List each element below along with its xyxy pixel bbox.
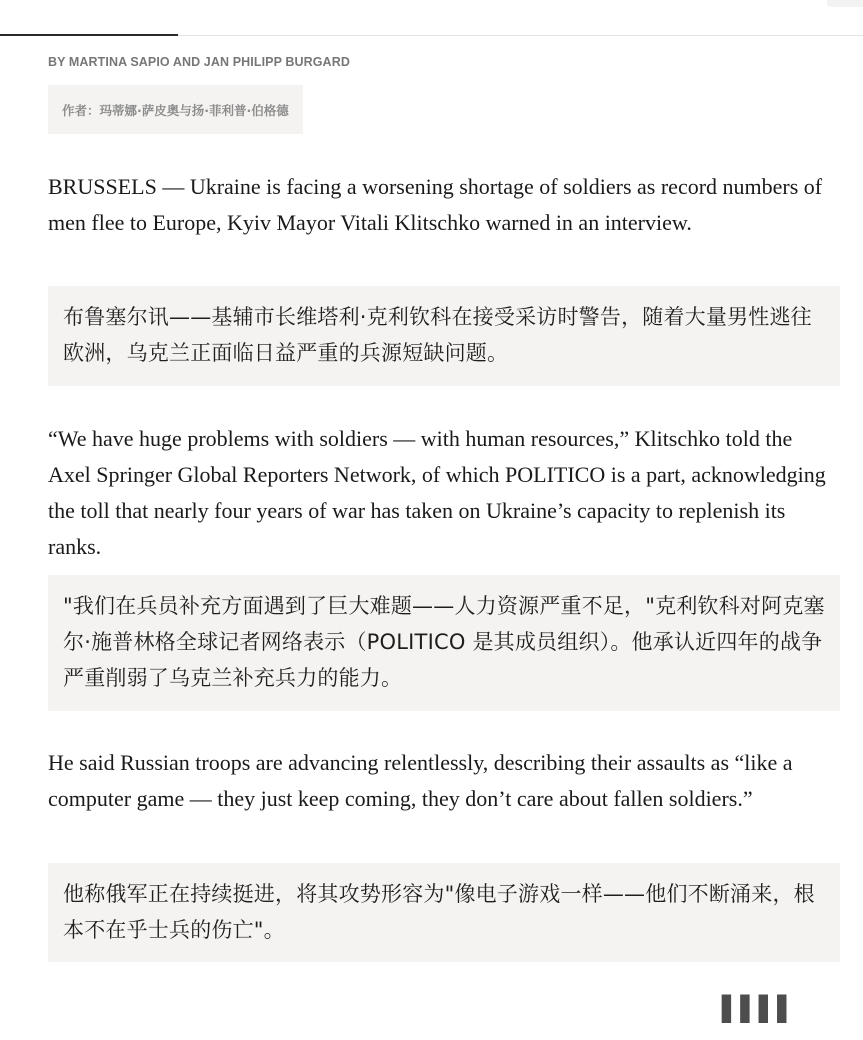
watermark-tail [802, 997, 808, 1021]
paragraph-en: BRUSSELS — Ukraine is facing a worsening shortage of soldiers as record numbers of men flee to Europe, Kyiv Mayor Vitali Klitschko warned in an interview. [48, 174, 823, 235]
corner-tab [827, 0, 863, 7]
paragraph-translation [48, 575, 840, 711]
paragraph-en: He said Russian troops are advancing relentlessly, describing their assaults as “like a computer game — they just keep coming, they don’t care about fallen soldiers.” [48, 750, 793, 811]
watermark [722, 995, 808, 1023]
paragraph-en: “We have huge problems with soldiers — with human resources,” Klitschko told the Axel Springer Global Reporters Network, of which POLITICO is a part, acknowledging the toll that nearly four years of war has taken on Ukraine’s capacity to replenish its ranks. [48, 426, 826, 559]
byline-translation-text: 作者：玛蒂娜·萨皮奥与扬·菲利普·伯格德 [62, 102, 289, 118]
paragraph-translation [48, 863, 840, 962]
paragraph-translation-text: 布鲁塞尔讯——基辅市长维塔利·克利钦科在接受采访时警告，随着大量男性逃往欧洲，乌克兰正面临日益严重的兵源短缺问题。 [63, 305, 812, 365]
byline: BY MARTINA SAPIO AND JAN PHILIPP BURGARD [48, 55, 350, 69]
watermark-mark: ▌▌▌▌ [722, 995, 796, 1023]
divider-accent [0, 34, 178, 36]
paragraph-translation-text: "我们在兵员补充方面遇到了巨大难题——人力资源严重不足，"克利钦科对阿克塞尔·施普林格全球记者网络表示（POLITICO 是其成员组织）。他承认近四年的战争严重削弱了乌克兰补充兵力的能力。 [63, 594, 825, 690]
paragraph-translation-text: 他称俄军正在持续挺进，将其攻势形容为"像电子游戏一样——他们不断涌来，根本不在乎士兵的伤亡"。 [63, 882, 815, 942]
byline-translation [48, 85, 303, 134]
paragraph-translation [48, 286, 840, 386]
